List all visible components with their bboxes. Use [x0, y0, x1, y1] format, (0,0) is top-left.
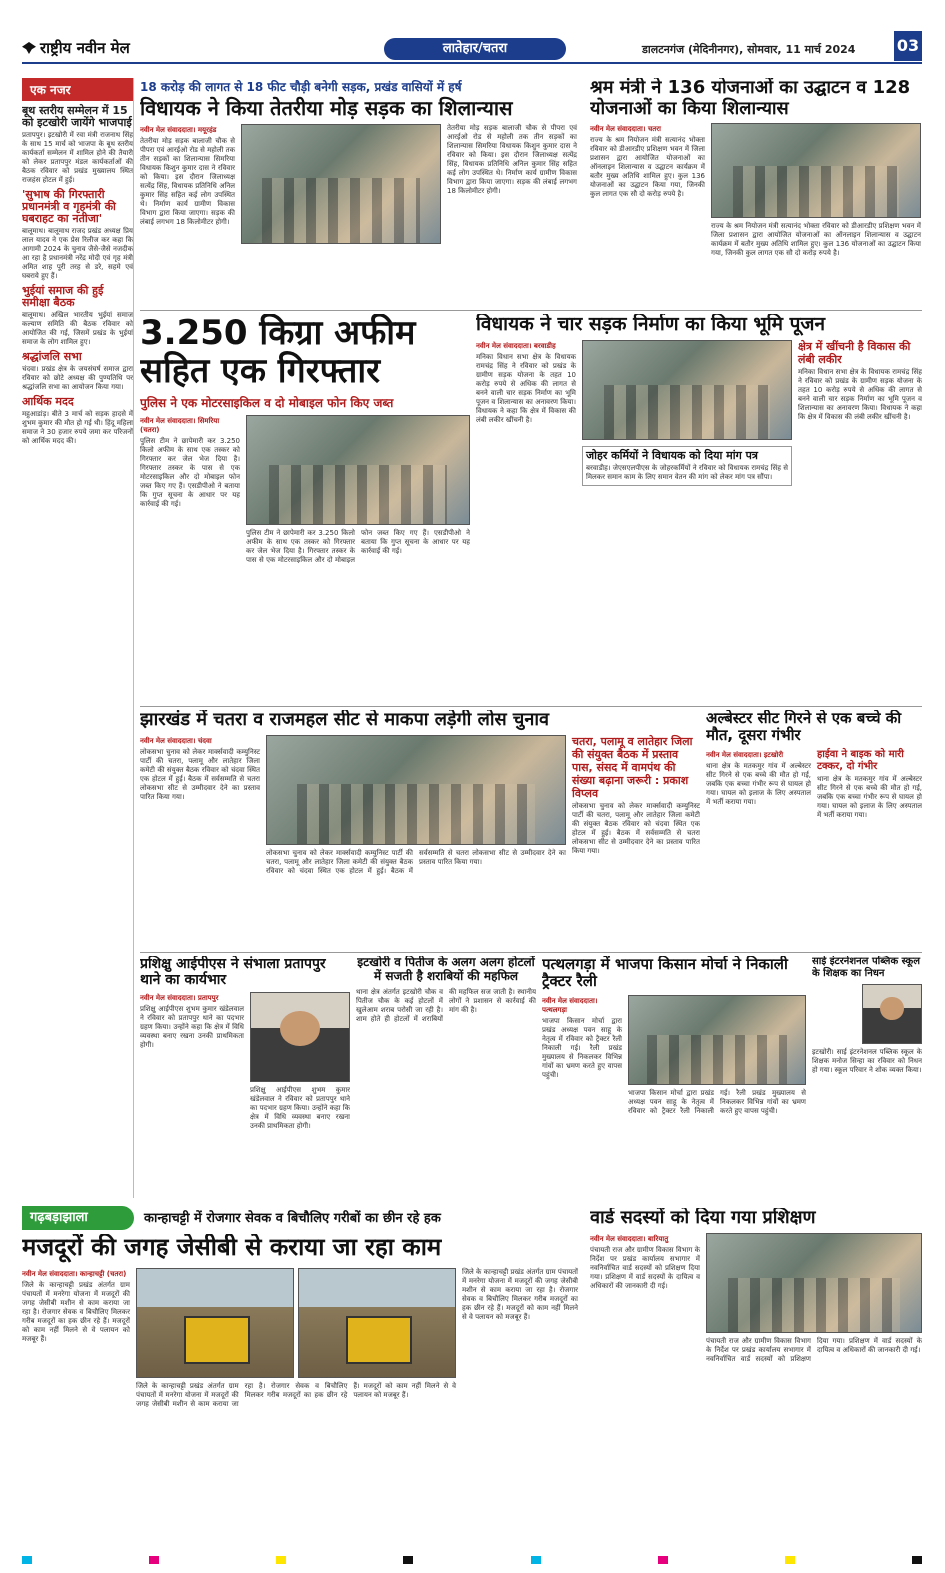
story-headline: श्रम मंत्री ने 136 योजनाओं का उद्घाटन व 128 योजनाओं का किया शिलान्यास	[590, 78, 911, 119]
story-sai-school	[812, 956, 922, 1196]
black-swatch	[912, 1556, 922, 1564]
brief-title: भुईयां समाज की हुई समीक्षा बैठक	[22, 284, 104, 309]
story-headline: अल्बेस्टर सीट गिरने से एक बच्चे की मौत, दूसरा गंभीर	[706, 710, 902, 745]
divider	[140, 952, 922, 953]
masthead	[22, 34, 922, 64]
story-byline: नवीन मेल संवाददाता। चतरा	[590, 125, 661, 134]
story-side-headline: चतरा, पलामू व लातेहार जिला की संयुक्त बैठक में प्रस्ताव पास, संसद में वामपंथ की संख्या बढ़ाना जरूरी : प्रकाश विप्लव	[572, 734, 693, 800]
johar-body: बरवाडीह। जेएसएलपीएस के जोहरकर्मियों ने रविवार को विधायक रामचंद्र सिंह से मिलकर समान काम के लिए समान वेतन की मांग को लेकर मांग पत्र सौंपा।	[586, 464, 788, 482]
story-body-cont: जिले के कान्हाचट्टी प्रखंड अंतर्गत ग्राम पंचायतों में मनरेगा योजना में मजदूरों की जगह जेसीबी मशीन से काम कराया जा रहा है। रोजगार सेवक व बिचौलिए मिलकर गरीब मजदूरों का हक छीन रहे हैं। मजदूरों को काम नहीं मिलने से वे पलायन को मजबूर हैं।	[136, 1381, 456, 1408]
story-photo	[250, 992, 350, 1082]
story-headline: इटखोरी व पितीज के अलग अलग होटलों में सजती है शराबियों की महफिल	[357, 956, 535, 983]
story-photo	[628, 995, 806, 1085]
story-jcb-labour	[22, 1234, 582, 1550]
story-shram-mantri	[590, 78, 922, 308]
story-body: प्रशिक्षु आईपीएस शुभम कुमार खंडेलवाल ने रविवार को प्रतापपुर थाने का पदभार ग्रहण किया। उन्होंने कहा कि क्षेत्र में विधि व्यवस्था बनाए रखना उनकी प्राथमिकता होगी।	[140, 1005, 244, 1050]
story-byline: नवीन मेल संवाददाता। इटखोरी	[706, 750, 784, 759]
story-byline: नवीन मेल संवाददाता। मयूरहंड	[140, 126, 217, 134]
story-photo	[136, 1268, 294, 1378]
story-bhoomi-pujan	[476, 314, 922, 704]
story-afeem-arrest	[140, 314, 470, 704]
magenta-swatch	[149, 1556, 159, 1564]
story-side-headline: हाईवा ने बाइक को मारी टक्कर, दो गंभीर	[817, 748, 904, 772]
brief-title: श्रद्धांजलि सभा	[22, 350, 82, 363]
story-tractor-rally	[542, 956, 806, 1196]
story-body: तेतरीया मोड़ सड़क बालाजी चौक से पीपरा एवं आरईओ रोड से महोली तक तीन सड़कों का शिलान्यास सिमरिया विधायक किशुन कुमार दास ने रविवार को किया। इस दौरान जिलाध्यक्ष सत्येंद्र सिंह, विधायक प्रतिनिधि अनिल कुमार सिंह सहित कई लोग उपस्थित थे। निर्माण कार्य ग्रामीण विकास विभाग द्वारा किया जाएगा। सड़क की लंबाई लगभग 18 किलोमीटर होगी।	[140, 137, 235, 226]
story-body-cont: जिले के कान्हाचट्टी प्रखंड अंतर्गत ग्राम पंचायतों में मनरेगा योजना में मजदूरों की जगह जेसीबी मशीन से काम कराया जा रहा है। रोजगार सेवक व बिचौलिए मिलकर गरीब मजदूरों का हक छीन रहे हैं। मजदूरों को काम नहीं मिलने से वे पलायन को मजबूर हैं।	[462, 1267, 578, 1321]
cyan-swatch	[531, 1556, 541, 1564]
story-sharab-hotels	[356, 956, 536, 1196]
johar-headline: जोहर कर्मियों ने विधायक को दिया मांग पत्र	[586, 448, 758, 462]
story-headline: 3.250 किग्रा अफीम सहित एक गिरफ्तार	[140, 314, 416, 391]
story-body-cont: प्रशिक्षु आईपीएस शुभम कुमार खंडेलवाल ने रविवार को प्रतापपुर थाने का पदभार ग्रहण किया। उन्होंने कहा कि क्षेत्र में विधि व्यवस्था बनाए रखना उनकी प्राथमिकता होगी।	[250, 1086, 350, 1131]
story-photo	[706, 1233, 922, 1333]
story-body: पंचायती राज और ग्रामीण विकास विभाग के निर्देश पर प्रखंड कार्यालय सभागार में नवनिर्वाचित वार्ड सदस्यों को प्रशिक्षण दिया गया। प्रशिक्षण में वार्ड सदस्यों के दायित्व व अधिकारों की जानकारी दी गई।	[590, 1245, 700, 1290]
story-body-cont: तेतरीया मोड़ सड़क बालाजी चौक से पीपरा एवं आरईओ रोड से महोली तक तीन सड़कों का शिलान्यास सिमरिया विधायक किशुन कुमार दास ने रविवार को किया। इस दौरान जिलाध्यक्ष सत्येंद्र सिंह, विधायक प्रतिनिधि अनिल कुमार सिंह सहित कई लोग उपस्थित थे। निर्माण कार्य ग्रामीण विकास विभाग द्वारा किया जाएगा। सड़क की लंबाई लगभग 18 किलोमीटर होगी।	[447, 124, 577, 195]
story-headline: साई इंटरनेशनल पब्लिक स्कूल के शिक्षक का निधन	[812, 956, 920, 979]
story-headline: विधायक ने चार सड़क निर्माण का किया भूमि पूजन	[476, 314, 826, 335]
story-body-cont: लोकसभा चुनाव को लेकर मार्क्सवादी कम्युनिस्ट पार्टी की चतरा, पलामू और लातेहार जिला कमेटी की संयुक्त बैठक रविवार को चंदवा स्थित एक होटल में हुई। बैठक में सर्वसम्मति से चतरा लोकसभा सीट से उम्मीदवार देने का प्रस्ताव पारित किया गया।	[266, 848, 566, 875]
dateline: डालटनगंज (मेदिनीनगर), सोमवार, 11 मार्च 2024	[642, 43, 856, 56]
story-photo	[862, 984, 922, 1044]
story-trainee-ips	[140, 956, 350, 1196]
ek-nazar-column	[22, 78, 134, 1198]
divider	[140, 310, 922, 311]
brief-body: बालूमाथ। अखिल भारतीय भुईयां समाज कल्याण समिति की बैठक रविवार को आयोजित की गई, जिसमें प्रखंड के भुईयां समाज के लोग शामिल हुए।	[22, 311, 133, 346]
yellow-swatch	[276, 1556, 286, 1564]
story-side-headline: क्षेत्र में खींचनी है विकास की लंबी लकीर	[798, 339, 911, 366]
brief-body: महुआडांड़। बीते 3 मार्च को सड़क हादसे में शुभम कुमार की मौत हो गई थी। हिंदू महिला समाज ने 30 हजार रुपये जमा कर परिजनों को आर्थिक मदद की।	[22, 410, 133, 445]
story-ward-training	[590, 1208, 922, 1550]
story-body-cont: पुलिस टीम ने छापेमारी कर 3.250 किलो अफीम के साथ एक तस्कर को गिरफ्तार कर जेल भेज दिया है। गिरफ्तार तस्कर के पास से एक मोटरसाइकिल और दो मोबाइल फोन जब्त किए गए हैं। एसडीपीओ ने बताया कि गुप्त सूचना के आधार पर यह कार्रवाई की गई।	[246, 529, 470, 564]
print-registration-strip	[22, 1556, 922, 1564]
story-headline: झारखंड में चतरा व राजमहल सीट से माकपा लड़ेगी लोस चुनाव	[140, 710, 550, 730]
story-side-body: थाना क्षेत्र के मतकमुर गांव में अल्बेस्टर सीट गिरने से एक बच्चे की मौत हो गई, जबकि एक बच्चा गंभीर रूप से घायल हो गया। घायल को इलाज के लिए अस्पताल में भर्ती कराया गया।	[817, 774, 922, 819]
story-side-body: लोकसभा चुनाव को लेकर मार्क्सवादी कम्युनिस्ट पार्टी की चतरा, पलामू और लातेहार जिला कमेटी की संयुक्त बैठक रविवार को चंदवा स्थित एक होटल में हुई। बैठक में सर्वसम्मति से चतरा लोकसभा सीट से उम्मीदवार देने का प्रस्ताव पारित किया गया।	[572, 801, 700, 855]
johar-box	[582, 446, 792, 487]
story-photo	[711, 123, 921, 218]
story-byline: नवीन मेल संवाददाता। बारियातु	[590, 1234, 669, 1243]
story-albestar	[706, 710, 922, 950]
garhwa-kicker: कान्हाचट्टी में रोजगार सेवक व बिचौलिए गरीबों का छीन रहे हक	[144, 1211, 441, 1226]
ek-nazar-label: एक नजर	[22, 78, 133, 101]
story-side-body: मनिका विधान सभा क्षेत्र के विधायक रामचंद्र सिंह ने रविवार को प्रखंड के ग्रामीण सड़क योजना के तहत 10 करोड़ रुपये से अधिक की लागत से बनने वाली चार सड़क निर्माण का भूमि पूजन व शिलान्यास का अनावरण किया। विधायक ने कहा कि क्षेत्र में विकास की लंबी लकीर खींचनी है।	[798, 367, 922, 421]
story-byline: नवीन मेल संवाददाता। पत्थलगड़ा	[542, 996, 598, 1014]
story-body: जिले के कान्हाचट्टी प्रखंड अंतर्गत ग्राम पंचायतों में मनरेगा योजना में मजदूरों की जगह जेसीबी मशीन से काम कराया जा रहा है। रोजगार सेवक व बिचौलिए मिलकर गरीब मजदूरों का हक छीन रहे हैं। मजदूरों को काम नहीं मिलने से वे पलायन को मजबूर हैं।	[22, 1280, 130, 1343]
story-byline: नवीन मेल संवाददाता। बरवाडीह	[476, 341, 556, 350]
story-photo	[241, 124, 441, 244]
story-subhead: पुलिस ने एक मोटरसाइकिल व दो मोबाइल फोन किए जब्त	[140, 396, 394, 410]
brief-body: बालूमाथ। बालूमाथ राजद प्रखंड अध्यक्ष प्रिय लाल यादव ने एक प्रेस रिलीज कर कहा कि आगामी 2024 के चुनाव जैसे-जैसे नजदीक आ रहा है प्रधानमंत्री नरेंद्र मोदी एवं गृह मंत्री अमित शाह पूरी तरह से डरे, सहमे एवं घबराये हुए हैं।	[22, 227, 133, 280]
section-label: लातेहार/चतरा	[384, 38, 566, 60]
story-headline: मजदूरों की जगह जेसीबी से कराया जा रहा काम	[22, 1234, 442, 1261]
story-byline: नवीन मेल संवाददाता। प्रतापपुर	[140, 994, 219, 1003]
brief-title: आर्थिक मदद	[22, 395, 74, 408]
story-byline: नवीन मेल संवाददाता। कान्हाचट्टी (चतरा)	[22, 1269, 127, 1278]
brief-body: चंदवा। प्रखंड क्षेत्र के जयसंघर्ष समाज द्वारा रविवार को छोटे अध्यक्ष की पुण्यतिथि पर श्रद्धांजलि सभा का आयोजन किया गया।	[22, 365, 133, 391]
story-body: मनिका विधान सभा क्षेत्र के विधायक रामचंद्र सिंह ने रविवार को प्रखंड के ग्रामीण सड़क योजना के तहत 10 करोड़ रुपये से अधिक की लागत से बनने वाली चार सड़क निर्माण का भूमि पूजन व शिलान्यास का अनावरण किया। विधायक ने कहा कि क्षेत्र में विकास की लंबी लकीर खींचनी है।	[476, 352, 576, 424]
story-headline: विधायक ने किया तेतरीया मोड़ सड़क का शिलान्यास	[140, 96, 513, 120]
brief-body: प्रतापपुर। इटखोरी में रवा मंत्री राजनाथ सिंह के साथ 15 मार्च को भाजपा के बूथ स्तरीय कार्यकर्ता सम्मेलन में शामिल होने की तैयारी को लेकर प्रतापपुर मंडल कार्यकर्ताओं की बैठक रविवार को प्रखंड मुख्यालय स्थित राजहंस होटल में हुई।	[22, 131, 133, 184]
story-headline: पत्थलगड़ा में भाजपा किसान मोर्चा ने निकाली ट्रैक्टर रैली	[542, 956, 788, 991]
garhwa-label: गढ़बड़ाझाला	[22, 1206, 134, 1230]
story-body: थाना क्षेत्र के मतकमुर गांव में अल्बेस्टर सीट गिरने से एक बच्चे की मौत हो गई, जबकि एक बच्चा गंभीर रूप से घायल हो गया। घायल को इलाज के लिए अस्पताल में भर्ती कराया गया।	[706, 761, 811, 806]
story-photo	[298, 1268, 456, 1378]
story-headline: वार्ड सदस्यों को दिया गया प्रशिक्षण	[590, 1208, 816, 1228]
paper-logo	[22, 36, 172, 60]
story-body: इटखोरी। साई इंटरनेशनल पब्लिक स्कूल के शिक्षक मनोज सिन्हा का रविवार को निधन हो गया। स्कूल परिवार ने शोक व्यक्त किया।	[812, 1048, 922, 1074]
story-photo	[246, 415, 470, 525]
yellow-swatch	[785, 1556, 795, 1564]
page-number: 03	[894, 31, 922, 61]
story-body: राज्य के श्रम नियोजन मंत्री सत्यानंद भोक्ता रविवार को डीआरडीए प्रशिक्षण भवन में जिला प्रशासन द्वारा आयोजित योजनाओं का ऑनलाइन शिलान्यास व उद्घाटन कार्यक्रम में बतौर मुख्य अतिथि शामिल हुए। कुल 136 योजनाओं का उद्घाटन किया गया, जिनकी कुल लागत एक सौ दो करोड़ रुपये है।	[590, 136, 705, 199]
story-kicker: 18 करोड़ की लागत से 18 फीट चौड़ी बनेगी सड़क, प्रखंड वासियों में हर्ष	[140, 80, 462, 94]
brief-title: 'सुभाष की गिरफ्तारी प्रधानमंत्री व गृहमंत्री की घबराहट का नतीजा'	[22, 188, 116, 225]
divider	[140, 706, 922, 707]
black-swatch	[403, 1556, 413, 1564]
story-photo	[582, 340, 792, 440]
story-body-cont: भाजपा किसान मोर्चा द्वारा प्रखंड अध्यक्ष पवन साहू के नेतृत्व में रविवार को ट्रैक्टर रैली निकाली गई। रैली प्रखंड मुख्यालय से निकलकर विभिन्न गांवों का भ्रमण करते हुए वापस पहुंची।	[628, 1088, 806, 1115]
story-body-cont: राज्य के श्रम नियोजन मंत्री सत्यानंद भोक्ता रविवार को डीआरडीए प्रशिक्षण भवन में जिला प्रशासन द्वारा आयोजित योजनाओं का ऑनलाइन शिलान्यास व उद्घाटन कार्यक्रम में बतौर मुख्य अतिथि शामिल हुए। कुल 136 योजनाओं का उद्घाटन किया गया, जिनकी कुल लागत एक सौ दो करोड़ रुपये है।	[711, 222, 921, 258]
story-byline: नवीन मेल संवाददाता। सिमरिया (चतरा)	[140, 417, 220, 434]
story-body: लोकसभा चुनाव को लेकर मार्क्सवादी कम्युनिस्ट पार्टी की चतरा, पलामू और लातेहार जिला कमेटी की संयुक्त बैठक रविवार को चंदवा स्थित एक होटल में हुई। बैठक में सर्वसम्मति से चतरा लोकसभा सीट से उम्मीदवार देने का प्रस्ताव पारित किया गया।	[140, 747, 260, 801]
story-body-cont: पंचायती राज और ग्रामीण विकास विभाग के निर्देश पर प्रखंड कार्यालय सभागार में नवनिर्वाचित वार्ड सदस्यों को प्रशिक्षण दिया गया। प्रशिक्षण में वार्ड सदस्यों के दायित्व व अधिकारों की जानकारी दी गई।	[706, 1336, 922, 1363]
story-makpa-election	[140, 710, 700, 950]
story-body: पुलिस टीम ने छापेमारी कर 3.250 किलो अफीम के साथ एक तस्कर को गिरफ्तार कर जेल भेज दिया है। गिरफ्तार तस्कर के पास से एक मोटरसाइकिल और दो मोबाइल फोन जब्त किए गए हैं। एसडीपीओ ने बताया कि गुप्त सूचना के आधार पर यह कार्रवाई की गई।	[140, 437, 240, 508]
story-body: थाना क्षेत्र अंतर्गत इटखोरी चौक व पितीज चौक के कई होटलों में खुलेआम शराब परोसी जा रही है। शाम होते ही होटलों में शराबियों की महफिल सज जाती है। स्थानीय लोगों ने प्रशासन से कार्रवाई की मांग की है।	[356, 987, 536, 1023]
bird-logo-icon	[22, 42, 36, 54]
paper-name: राष्ट्रीय नवीन मेल	[40, 39, 130, 57]
top-strip	[0, 0, 945, 30]
story-headline: प्रशिक्षु आईपीएस ने संभाला प्रतापपुर थाने का कार्यभार	[140, 956, 326, 989]
story-road-shilanyas	[140, 78, 582, 308]
story-body: भाजपा किसान मोर्चा द्वारा प्रखंड अध्यक्ष पवन साहू के नेतृत्व में रविवार को ट्रैक्टर रैली निकाली गई। रैली प्रखंड मुख्यालय से निकलकर विभिन्न गांवों का भ्रमण करते हुए वापस पहुंची।	[542, 1016, 622, 1079]
story-byline: नवीन मेल संवाददाता। चंदवा	[140, 736, 212, 745]
brief-title: बूथ स्तरीय सम्मेलन में 15 को इटखोरी जायेंगे भाजपाई	[22, 104, 132, 129]
cyan-swatch	[22, 1556, 32, 1564]
story-photo	[266, 735, 566, 845]
magenta-swatch	[658, 1556, 668, 1564]
